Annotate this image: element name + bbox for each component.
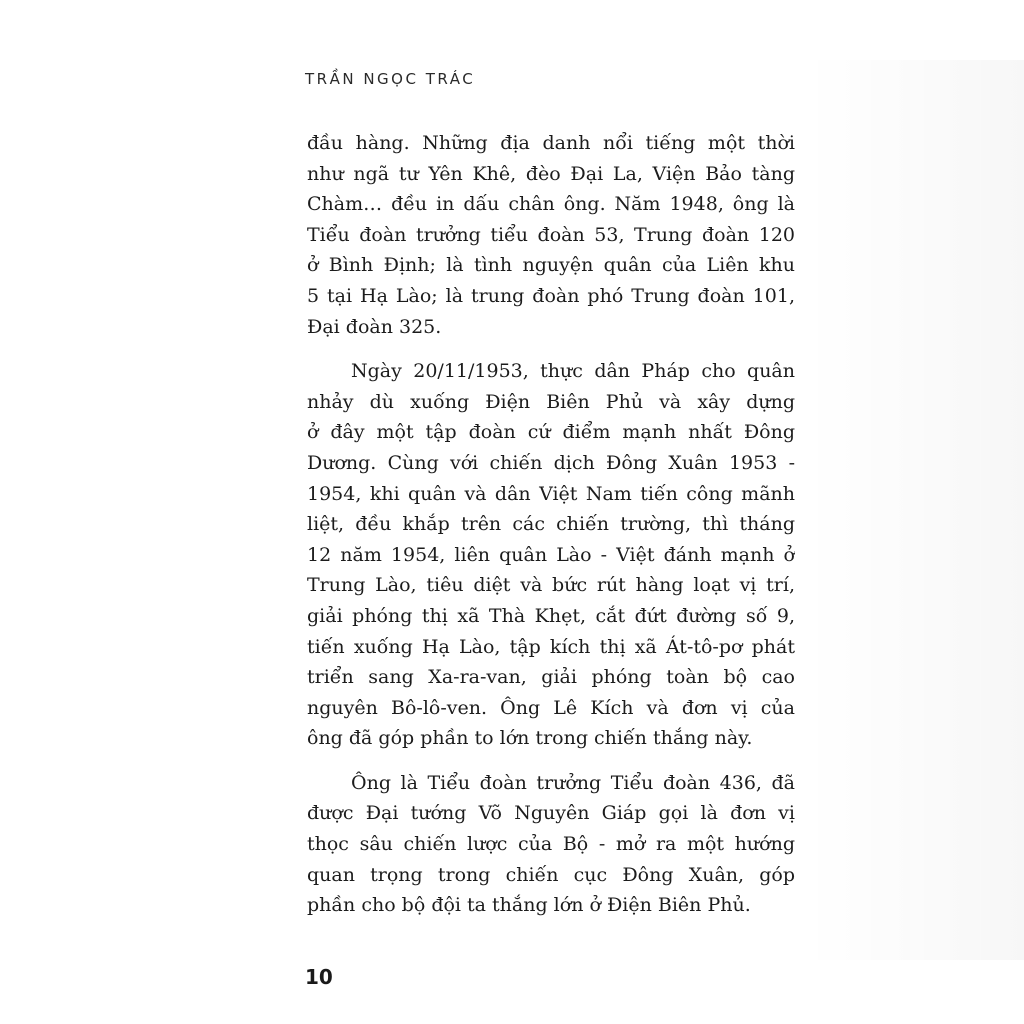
running-header: TRẦN NGỌC TRÁC (305, 70, 476, 88)
text-line: ở Bình Định; là tình nguyện quân của Liên khu (307, 254, 795, 277)
paragraph-1 (307, 128, 795, 342)
text-line: giải phóng thị xã Thà Khẹt, cắt đứt đường số 9, (307, 604, 795, 627)
text-line: thọc sâu chiến lược của Bộ - mở ra một hướng (307, 833, 795, 856)
text-line: 12 năm 1954, liên quân Lào - Việt đánh mạnh ở (307, 543, 795, 566)
text-line: Tiểu đoàn trưởng tiểu đoàn 53, Trung đoàn 120 (307, 223, 795, 246)
text-line: 1954, khi quân và dân Việt Nam tiến công mãnh (307, 482, 795, 505)
text-line: Dương. Cùng với chiến dịch Đông Xuân 1953 - (307, 451, 795, 474)
text-line: phần cho bộ đội ta thắng lớn ở Điện Biên Phủ. (307, 894, 751, 917)
text-line: được Đại tướng Võ Nguyên Giáp gọi là đơn vị (307, 802, 795, 825)
page-number: 10 (305, 965, 333, 989)
text-line: tiến xuống Hạ Lào, tập kích thị xã Át-tô-pơ phát (307, 635, 795, 658)
text-line: Trung Lào, tiêu diệt và bức rút hàng loạt vị trí, (307, 574, 795, 597)
text-line: Ngày 20/11/1953, thực dân Pháp cho quân (351, 360, 795, 383)
text-line: ở đây một tập đoàn cứ điểm mạnh nhất Đông (307, 421, 795, 444)
text-line: liệt, đều khắp trên các chiến trường, thì tháng (307, 513, 795, 536)
text-line: nhảy dù xuống Điện Biên Phủ và xây dựng (307, 390, 795, 413)
text-line: nguyên Bô-lô-ven. Ông Lê Kích và đơn vị của (307, 696, 795, 719)
page-show-through (805, 60, 1024, 960)
text-line: như ngã tư Yên Khê, đèo Đại La, Viện Bảo tàng (307, 162, 795, 185)
text-line: ông đã góp phần to lớn trong chiến thắng này. (307, 727, 753, 750)
text-line: triển sang Xa-ra-van, giải phóng toàn bộ cao (307, 666, 795, 689)
text-line: Đại đoàn 325. (307, 315, 442, 338)
text-line: Chàm… đều in dấu chân ông. Năm 1948, ông là (307, 193, 795, 216)
text-line: Ông là Tiểu đoàn trưởng Tiểu đoàn 436, đã (351, 771, 795, 794)
text-line: đầu hàng. Những địa danh nổi tiếng một thời (307, 132, 795, 154)
paragraph-3 (307, 768, 795, 921)
text-line: 5 tại Hạ Lào; là trung đoàn phó Trung đoàn 101, (307, 284, 795, 307)
body-text (307, 128, 795, 935)
paragraph-2 (307, 356, 795, 754)
text-line: quan trọng trong chiến cục Đông Xuân, góp (307, 863, 795, 886)
